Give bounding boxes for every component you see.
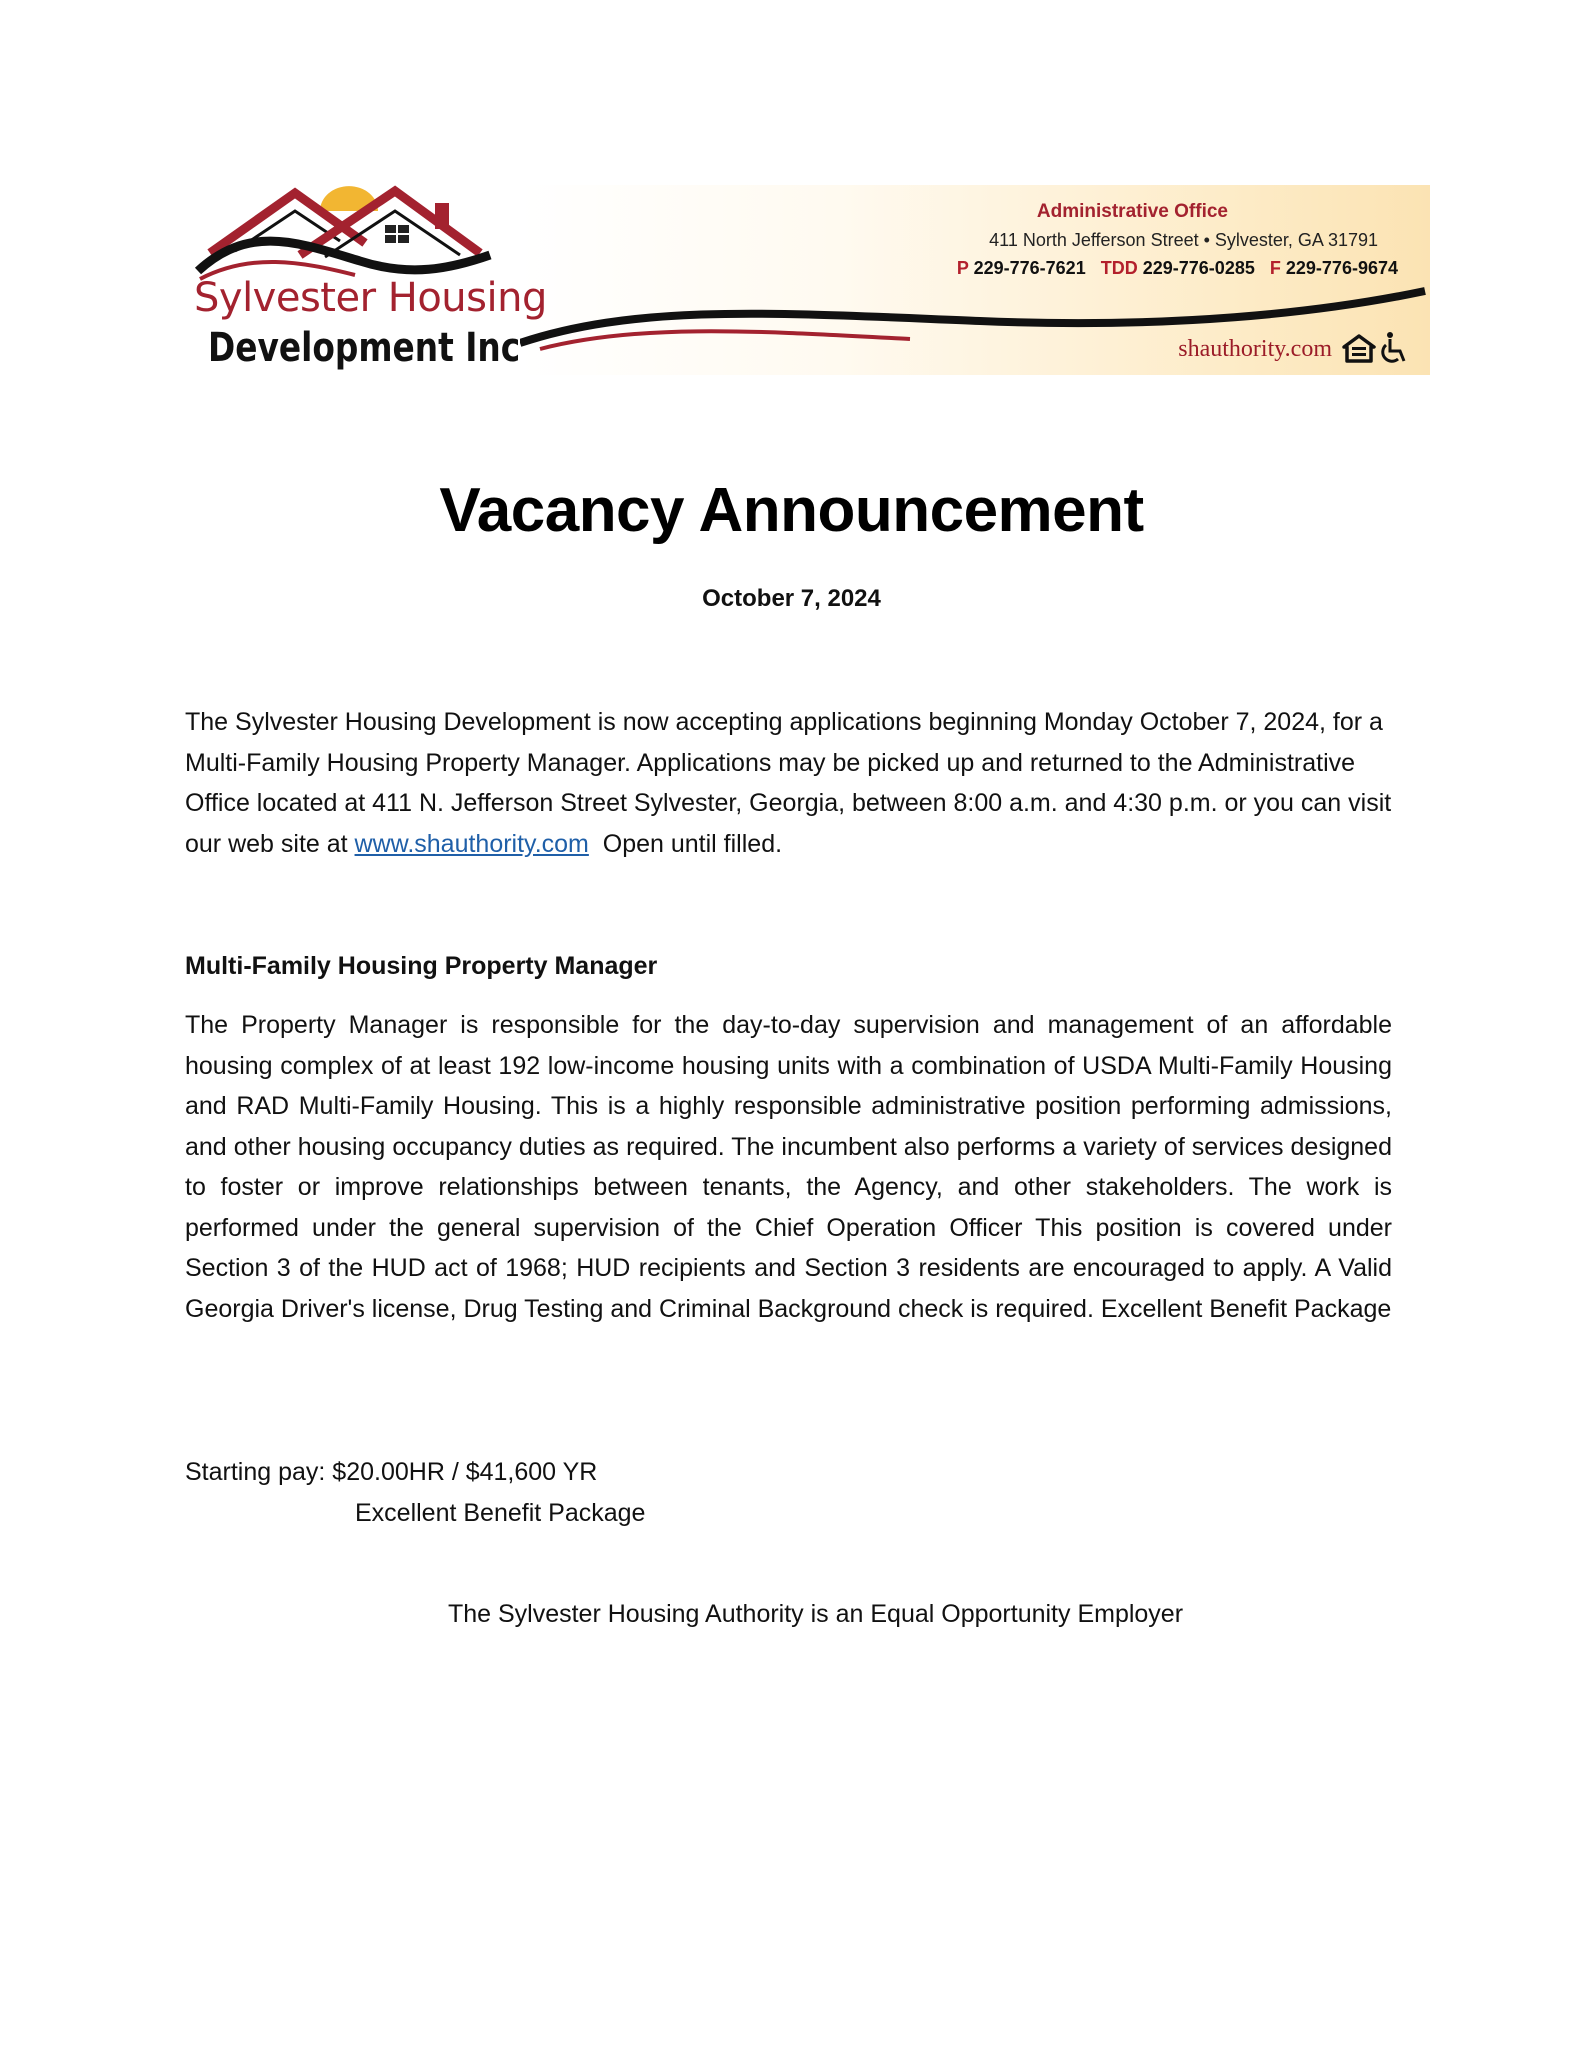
org-name-line2: Development Inc xyxy=(208,325,521,371)
position-heading: Multi-Family Housing Property Manager xyxy=(185,952,658,980)
benefit-line: Excellent Benefit Package xyxy=(355,1499,646,1527)
tdd-number: 229-776-0285 xyxy=(1142,258,1255,278)
equal-housing-opportunity-icon xyxy=(1341,333,1377,363)
office-phones xyxy=(957,258,1398,279)
org-name-line1: Sylvester Housing xyxy=(194,275,547,321)
office-address: 411 North Jefferson Street • Sylvester, GA 31791 xyxy=(989,230,1378,250)
tdd-label: TDD xyxy=(1100,258,1138,278)
announcement-date: October 7, 2024 xyxy=(702,585,881,612)
phone-number: 229-776-7621 xyxy=(973,258,1086,278)
fax-number: 229-776-9674 xyxy=(1285,258,1398,278)
office-title: Administrative Office xyxy=(1036,201,1228,222)
page-title: Vacancy Announcement xyxy=(439,476,1144,545)
wheelchair-accessibility-icon xyxy=(1378,331,1410,365)
letterhead-website: shauthority.com xyxy=(1178,336,1332,362)
intro-paragraph xyxy=(185,702,1392,864)
intro-text: The Sylvester Housing Development is now accepting applications beginning Monday October 7, 2024, for a Multi-Family Housing Property Manager. Applications may be picked up and returned to the Administrative Office located at 411 N. Jefferson Street Sylvester, Georgia, between 8:00 a.m. and 4:30 p.m. or you can visit our web site at xyxy=(185,708,1392,858)
fax-label: F xyxy=(1269,258,1281,278)
position-description: The Property Manager is responsible for the day-to-day supervision and management of an affordable housing complex of at least 192 low-income housing units with a combination of USDA Multi-Family Housing and RAD Multi-Family Housing. This is a highly responsible administrative position performing admissions, and other housing occupancy duties as required. The incumbent also performs a variety of services designed to foster or improve relationships between tenants, the Agency, and other stakeholders. The work is performed under the general supervision of the Chief Operation Officer This position is covered under Section 3 of the HUD act of 1968; HUD recipients and Section 3 residents are encouraged to apply. A Valid Georgia Driver's license, Drug Testing and Criminal Background check is required. Excellent Benefit Package xyxy=(185,1011,1392,1323)
starting-pay: Starting pay: $20.00HR / $41,600 YR xyxy=(185,1458,598,1486)
intro-text-end: Open until filled. xyxy=(588,829,783,858)
eoe-statement: The Sylvester Housing Authority is an Equal Opportunity Employer xyxy=(447,1600,1184,1628)
phone-label: P xyxy=(956,258,969,278)
house-logo-icon xyxy=(190,183,550,283)
letterhead xyxy=(190,183,1430,378)
website-link[interactable]: www.shauthority.com xyxy=(354,829,589,858)
